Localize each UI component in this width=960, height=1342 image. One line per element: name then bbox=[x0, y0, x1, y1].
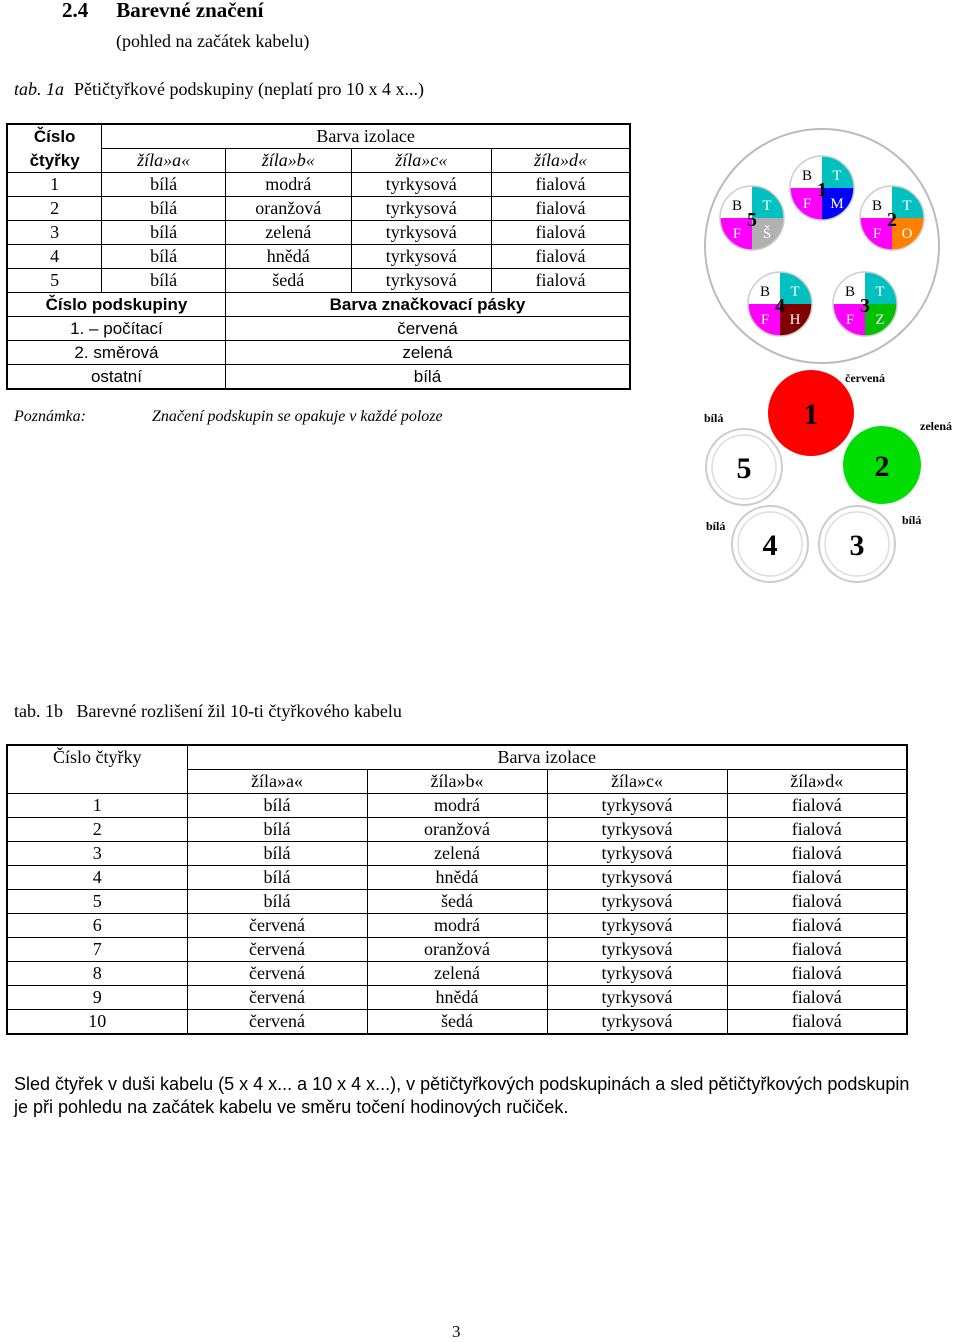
quad-number: 1 bbox=[817, 179, 827, 201]
t1-head-col1-a: Číslo bbox=[7, 124, 102, 149]
cell: bílá bbox=[102, 197, 226, 221]
section-subtitle: (pohled na začátek kabelu) bbox=[116, 31, 310, 51]
cell: 3 bbox=[7, 221, 102, 245]
cell: fialová bbox=[727, 890, 907, 914]
cell: oranžová bbox=[367, 938, 547, 962]
cell: tyrkysová bbox=[547, 866, 727, 890]
cell: bílá bbox=[225, 365, 630, 390]
cell: bílá bbox=[187, 890, 367, 914]
quad-number: 5 bbox=[747, 209, 757, 231]
cell: modrá bbox=[367, 794, 547, 818]
subgroup-tape-label: bílá bbox=[902, 513, 922, 527]
cell: šedá bbox=[367, 1010, 547, 1035]
table-row bbox=[7, 866, 907, 890]
cell: tyrkysová bbox=[547, 962, 727, 986]
table1-caption bbox=[14, 79, 424, 100]
table-1b bbox=[6, 744, 908, 1035]
table1-caption-text: Pětičtyřkové podskupiny (neplatí pro 10 x 4 x...) bbox=[74, 79, 424, 99]
t1-sub-head-1: Číslo podskupiny bbox=[7, 293, 225, 317]
subgroup-tape-label: bílá bbox=[706, 519, 726, 533]
cell: 2 bbox=[7, 197, 102, 221]
quad-subgroup-diagram bbox=[700, 126, 945, 366]
table-row bbox=[7, 197, 630, 221]
t1-head-group: Barva izolace bbox=[102, 124, 630, 149]
wire-letter: B bbox=[759, 284, 771, 300]
table-row bbox=[7, 1010, 907, 1035]
cell: 2 bbox=[7, 818, 187, 842]
cell: zelená bbox=[367, 842, 547, 866]
t1-wire-b: žíla»b« bbox=[225, 149, 351, 173]
table-row bbox=[7, 317, 630, 341]
wire-letter: F bbox=[760, 312, 770, 328]
table-row bbox=[7, 986, 907, 1010]
note-text: Značení podskupin se opakuje v každé poloze bbox=[152, 408, 443, 425]
cell: 4 bbox=[7, 866, 187, 890]
cell: červená bbox=[187, 986, 367, 1010]
cell: 6 bbox=[7, 914, 187, 938]
table-row bbox=[7, 173, 630, 197]
wire-letter: B bbox=[871, 198, 883, 214]
section-number: 2.4 bbox=[62, 0, 89, 22]
cell: 2. směrová bbox=[7, 341, 225, 365]
subgroup-number: 4 bbox=[762, 529, 778, 562]
wire-letter: Š bbox=[762, 226, 772, 242]
cell: zelená bbox=[225, 341, 630, 365]
cell: fialová bbox=[727, 1010, 907, 1035]
table-row bbox=[7, 794, 907, 818]
subgroup-tape-label: červená bbox=[845, 371, 885, 385]
cell: zelená bbox=[367, 962, 547, 986]
section-heading bbox=[62, 0, 263, 23]
wire-letter: B bbox=[731, 198, 743, 214]
cell: bílá bbox=[102, 221, 226, 245]
cell: tyrkysová bbox=[547, 818, 727, 842]
cell: červená bbox=[187, 1010, 367, 1035]
wire-letter: B bbox=[844, 284, 856, 300]
cell: modrá bbox=[225, 173, 351, 197]
wire-letter: F bbox=[802, 196, 812, 212]
cell: 4 bbox=[7, 245, 102, 269]
wire-letter: T bbox=[832, 168, 842, 184]
cell: fialová bbox=[492, 173, 630, 197]
cell: červená bbox=[225, 317, 630, 341]
cell: tyrkysová bbox=[547, 842, 727, 866]
cell: červená bbox=[187, 962, 367, 986]
table-row bbox=[7, 914, 907, 938]
table-1a bbox=[6, 123, 631, 390]
cell: fialová bbox=[492, 197, 630, 221]
wire-letter: F bbox=[872, 226, 882, 242]
subgroup-marking-diagram bbox=[700, 368, 960, 593]
cell: tyrkysová bbox=[547, 794, 727, 818]
quad-3 bbox=[833, 272, 897, 336]
cell: fialová bbox=[727, 938, 907, 962]
t1-head-col1-b: čtyřky bbox=[7, 149, 102, 173]
cell: bílá bbox=[102, 245, 226, 269]
cell: oranžová bbox=[367, 818, 547, 842]
quad-number: 4 bbox=[775, 295, 785, 317]
cell: bílá bbox=[187, 842, 367, 866]
cell: fialová bbox=[727, 962, 907, 986]
quad-number: 3 bbox=[860, 295, 870, 317]
quad-2 bbox=[860, 186, 924, 250]
t2-wire-c: žíla»c« bbox=[547, 770, 727, 794]
table-row bbox=[7, 818, 907, 842]
t2-wire-a: žíla»a« bbox=[187, 770, 367, 794]
wire-letter: T bbox=[902, 198, 912, 214]
table-row bbox=[7, 890, 907, 914]
cell: ostatní bbox=[7, 365, 225, 390]
t1-sub-head-2: Barva značkovací pásky bbox=[225, 293, 630, 317]
cell: hnědá bbox=[367, 866, 547, 890]
cell: tyrkysová bbox=[351, 221, 492, 245]
quad-number: 2 bbox=[887, 209, 897, 231]
cell: fialová bbox=[727, 866, 907, 890]
quad-4 bbox=[748, 272, 812, 336]
wire-letter: F bbox=[845, 312, 855, 328]
cell: červená bbox=[187, 938, 367, 962]
wire-letter: T bbox=[762, 198, 772, 214]
wire-letter: M bbox=[830, 196, 844, 212]
subgroup-3 bbox=[819, 506, 921, 582]
table-row bbox=[7, 842, 907, 866]
cell: tyrkysová bbox=[351, 197, 492, 221]
cell: tyrkysová bbox=[547, 890, 727, 914]
t2-wire-d: žíla»d« bbox=[727, 770, 907, 794]
cell: 8 bbox=[7, 962, 187, 986]
cell: 1 bbox=[7, 173, 102, 197]
table-row bbox=[7, 962, 907, 986]
cell: zelená bbox=[225, 221, 351, 245]
cell: 10 bbox=[7, 1010, 187, 1035]
table-row bbox=[7, 938, 907, 962]
table2-caption bbox=[14, 701, 402, 722]
cell: červená bbox=[187, 914, 367, 938]
table-row bbox=[7, 269, 630, 293]
section-title: Barevné značení bbox=[116, 0, 264, 22]
quad-1 bbox=[790, 156, 854, 220]
t2-head-group: Barva izolace bbox=[187, 745, 907, 770]
subgroup-number: 5 bbox=[736, 452, 752, 485]
cell: hnědá bbox=[225, 245, 351, 269]
subgroup-number: 2 bbox=[874, 450, 890, 483]
cell: fialová bbox=[727, 986, 907, 1010]
cell: fialová bbox=[492, 221, 630, 245]
t2-head-col1: Číslo čtyřky bbox=[7, 745, 187, 794]
cell: tyrkysová bbox=[351, 269, 492, 293]
table-row bbox=[7, 341, 630, 365]
cell: fialová bbox=[492, 245, 630, 269]
subgroup-number: 1 bbox=[803, 398, 819, 431]
table2-caption-label: tab. 1b bbox=[14, 701, 63, 721]
t1-wire-c: žíla»c« bbox=[351, 149, 492, 173]
cell: tyrkysová bbox=[351, 245, 492, 269]
cell: hnědá bbox=[367, 986, 547, 1010]
cell: 5 bbox=[7, 269, 102, 293]
cell: tyrkysová bbox=[547, 1010, 727, 1035]
cell: fialová bbox=[727, 794, 907, 818]
subgroup-number: 3 bbox=[849, 529, 865, 562]
table1-caption-label: tab. 1a bbox=[14, 79, 65, 99]
wire-letter: H bbox=[789, 312, 801, 328]
cell: tyrkysová bbox=[547, 914, 727, 938]
cell: fialová bbox=[492, 269, 630, 293]
subgroup-4 bbox=[706, 506, 808, 582]
cell: bílá bbox=[102, 269, 226, 293]
t2-wire-b: žíla»b« bbox=[367, 770, 547, 794]
wire-letter: T bbox=[875, 284, 885, 300]
cell: bílá bbox=[187, 794, 367, 818]
cell: modrá bbox=[367, 914, 547, 938]
cell: 7 bbox=[7, 938, 187, 962]
quad-5 bbox=[720, 186, 784, 250]
cell: tyrkysová bbox=[547, 986, 727, 1010]
cell: fialová bbox=[727, 914, 907, 938]
cell: tyrkysová bbox=[547, 938, 727, 962]
subgroup-tape-label: zelená bbox=[920, 419, 952, 433]
wire-letter: T bbox=[790, 284, 800, 300]
cell: bílá bbox=[102, 173, 226, 197]
closing-paragraph: Sled čtyřek v duši kabelu (5 x 4 x... a 10 x 4 x...), v pětičtyřkových podskupinách a sled pětičtyřkových podskupin je při pohledu na začátek kabelu ve směru točení hodinových ručiček. bbox=[14, 1074, 910, 1117]
cell: tyrkysová bbox=[351, 173, 492, 197]
cell: bílá bbox=[187, 866, 367, 890]
cell: šedá bbox=[225, 269, 351, 293]
cell: 9 bbox=[7, 986, 187, 1010]
cell: 5 bbox=[7, 890, 187, 914]
page-number: 3 bbox=[452, 1322, 461, 1341]
cell: 3 bbox=[7, 842, 187, 866]
cell: 1. – počítací bbox=[7, 317, 225, 341]
cell: 1 bbox=[7, 794, 187, 818]
note-label: Poznámka: bbox=[14, 408, 86, 425]
table2-caption-text: Barevné rozlišení žil 10-ti čtyřkového kabelu bbox=[76, 701, 402, 721]
wire-letter: Z bbox=[875, 312, 885, 328]
subgroup-2 bbox=[844, 419, 952, 503]
table-row bbox=[7, 365, 630, 390]
t1-wire-a: žíla»a« bbox=[102, 149, 226, 173]
cell: šedá bbox=[367, 890, 547, 914]
cell: fialová bbox=[727, 842, 907, 866]
subgroup-tape-label: bílá bbox=[704, 411, 724, 425]
wire-letter: O bbox=[901, 226, 913, 242]
cell: fialová bbox=[727, 818, 907, 842]
t1-wire-d: žíla»d« bbox=[492, 149, 630, 173]
cell: bílá bbox=[187, 818, 367, 842]
wire-letter: F bbox=[732, 226, 742, 242]
table-row bbox=[7, 245, 630, 269]
cell: oranžová bbox=[225, 197, 351, 221]
wire-letter: B bbox=[801, 168, 813, 184]
table-row bbox=[7, 221, 630, 245]
